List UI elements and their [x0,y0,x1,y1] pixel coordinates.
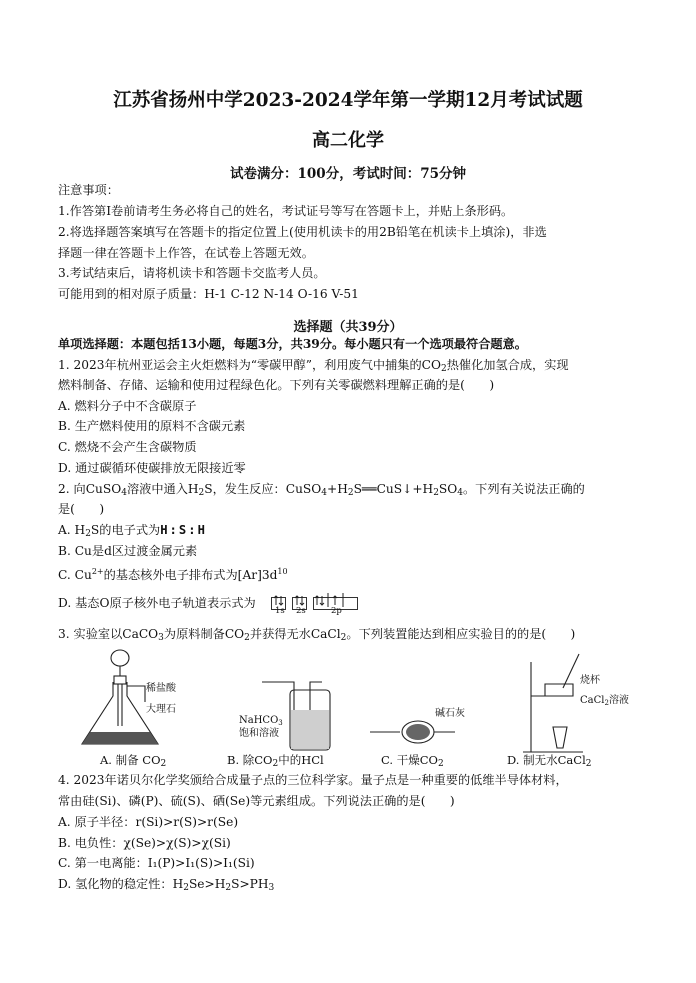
q2-option-a: A. $H_2S$的电子式为H:S:H [58,523,207,539]
q1-option-d: D. 通过碳循环使碳排放无限接近零 [58,461,246,475]
notes-heading: 注意事项： [58,183,119,197]
orbital-2p-label: 2p [331,606,342,616]
caption-b: B. 除$CO_2$中的HCl [227,753,324,769]
q4-option-b: B. 电负性：χ(Se)>χ(S)>χ(Si) [58,836,231,850]
caption-d: D. 制无水CaCl$_2$ [507,753,592,769]
q1-option-a: A. 燃料分子中不含碳原子 [58,399,197,413]
label-saturated-solution: 饱和溶液 [239,728,279,739]
label-nahco3: NaHCO$_3$ [239,715,283,727]
apparatus-b-wash-bottle [262,672,342,754]
section-instructions: 单项选择题：本题包括13小题，每题3分，共39分。每小题只有一个选项最符合题意。 [58,337,527,351]
score-time-line: 试卷满分：100分，考试时间：75分钟 [230,166,466,182]
note-1: 1.作答第Ⅰ卷前请考生务必将自己的姓名，考试证号等写在答题卡上，并贴上条形码。 [58,204,514,218]
q4-option-a: A. 原子半径：r(Si)>r(S)>r(Se) [58,815,239,829]
q1-stem-line1: 1. 2023年杭州亚运会主火炬燃料为“零碳甲醇”，利用废气中捕集的$CO_2$热催化加氢合成，实现 [58,358,569,374]
q4-option-d: D. 氢化物的稳定性：$H_2Se>H_2S>PH_3$ [58,877,275,893]
note-3: 3.考试结束后，请将机读卡和答题卡交监考人员。 [58,266,326,280]
label-marble: 大理石 [146,704,176,715]
note-2a: 2.将选择题答案填写在答题卡的指定位置上(使用机读卡的用2B铅笔在机读卡上填涂)，非选 [58,225,547,239]
q3-stem: 3. 实验室以CaCO$_3$为原料制备$CO_2$并获得无水CaCl$_2$。下列装置能达到相应实验目的的是( ) [58,627,576,643]
q2-option-c: C. $Cu^{2+}$的基态核外电子排布式为$[Ar]3d^{10}$ [58,567,288,582]
orbital-2s-label: 2s [296,606,306,616]
q2-option-b: B. Cu是d区过渡金属元素 [58,544,198,558]
exam-title: 江苏省扬州中学2023-2024学年第一学期12月考试试题 [113,90,583,111]
atomic-masses: 可能用到的相对原子质量：H-1 C-12 N-14 O-16 V-51 [58,287,359,301]
subject-title: 高二化学 [312,130,384,151]
q1-option-c: C. 燃烧不会产生含碳物质 [58,440,197,454]
label-dilute-hcl: 稀盐酸 [146,683,176,694]
q2-stem-line1: 2. 向CuSO$_4$溶液中通入$H_2S$，发生反应：$CuSO_4+H_2S══CuS↓+H_2SO_4$。下列有关说法正确的 [58,482,585,498]
q1-stem-line2: 燃料制备、存储、运输和使用过程绿色化。下列有关零碳燃料理解正确的是( ) [58,378,495,392]
label-beaker: 烧杯 [580,675,600,686]
q4-option-c: C. 第一电离能：I₁(P)>I₁(S)>I₁(Si) [58,856,255,870]
q4-stem-line2: 常由硅(Si)、磷(P)、硫(S)、硒(Se)等元素组成。下列说法正确的是( ) [58,794,455,808]
apparatus-a-flask [70,646,170,752]
label-soda-lime: 碱石灰 [435,708,465,719]
caption-c: C. 干燥$CO_2$ [381,753,444,769]
label-cacl2-solution: CaCl$_2$溶液 [580,695,629,707]
section-title: 选择题（共39分） [293,320,403,335]
q4-stem-line1: 4. 2023年诺贝尔化学奖颁给合成量子点的三位科学家。量子点是一种重要的低维半导体材料， [58,773,568,787]
q2-stem-line2: 是( ) [58,502,105,516]
h2s-lewis-formula: H:S:H [160,523,207,537]
note-2b: 择题一律在答题卡上作答，在试卷上答题无效。 [58,246,314,260]
q1-option-b: B. 生产燃料使用的原料不含碳元素 [58,419,246,433]
orbital-1s-label: 1s [275,606,285,616]
q2-option-d: D. 基态O原子核外电子轨道表示式为 [58,596,256,610]
caption-a: A. 制备 $CO_2$ [100,753,167,769]
